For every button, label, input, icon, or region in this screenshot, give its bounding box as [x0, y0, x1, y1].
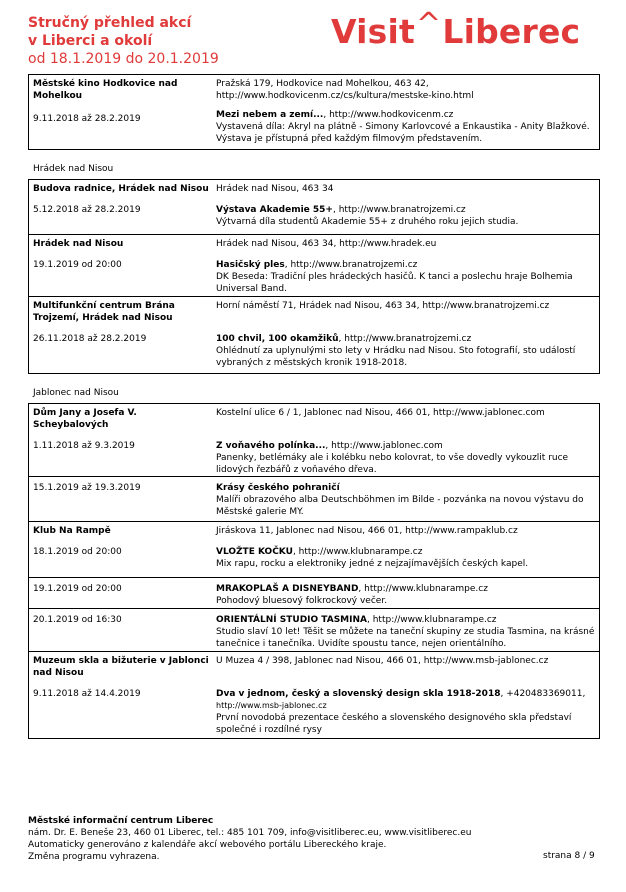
event-date: 9.11.2018 až 28.2.2019 — [33, 114, 141, 124]
event-url[interactable]: , http://www.hodkovicenm.cz — [323, 110, 454, 120]
footer — [28, 815, 471, 863]
event-title[interactable]: Z voňavého polínka... — [216, 441, 326, 451]
event-date: 1.11.2018 až 9.3.2019 — [33, 441, 135, 451]
table-row — [29, 609, 600, 652]
table-row — [29, 235, 600, 297]
footer-note-changes: Změna programu vyhrazena. — [28, 852, 160, 862]
event-title[interactable]: VLOŽTE KOČKU — [216, 547, 293, 557]
footer-note-generated: Automaticky generováno z kalendáře akcí webového portálu Libereckého kraje. — [28, 840, 387, 850]
venue-address: Kostelní ulice 6 / 1, Jablonec nad Nisou, 466 01, http://www.jablonec.com — [216, 408, 545, 418]
event-title[interactable]: Mezi nebem a zemí... — [216, 110, 324, 120]
event-description: Studio slaví 10 let! Těšit se můžete na taneční skupiny ze studia Tasmina, na krásné tanečnice i tanečníka. Uvidíte spoustu tance, nejen orientálního. — [216, 627, 595, 649]
venue-address: U Muzea 4 / 398, Jablonec nad Nisou, 466 01, http://www.msb-jablonec.cz — [216, 656, 549, 666]
event-description: DK Beseda: Tradiční ples hrádeckých hasičů. K tanci a poslechu hraje Bolhemia Universal Band. — [216, 272, 573, 294]
event-title[interactable]: MRAKOPLAŠ A DISNEYBAND — [216, 584, 359, 594]
event-description: Výtvarná díla studentů Akademie 55+ z druhého roku jejich studia. — [216, 217, 519, 227]
venue-url[interactable]: http://www.hodkovicenm.cz/cs/kultura/mestske-kino.html — [216, 91, 474, 101]
page-number: strana 8 / 9 — [543, 851, 595, 861]
title-line-1: Stručný přehled akcí — [28, 15, 192, 31]
event-description: Mix rapu, rocku a elektroniky jedné z nejzajímavějších českých kapel. — [216, 559, 529, 569]
venue-name: Hrádek nad Nisou — [33, 239, 124, 249]
venue-address: Hrádek nad Nisou, 463 34, http://www.hradek.eu — [216, 239, 437, 249]
event-date: 18.1.2019 od 20:00 — [33, 547, 122, 557]
events-table-hodkovice — [28, 74, 600, 150]
event-title[interactable]: Dva v jednom, český a slovenský design skla 1918-2018 — [216, 689, 501, 699]
event-url[interactable]: , http://www.branatrojzemi.cz — [338, 334, 472, 344]
table-row — [29, 522, 600, 578]
table-row — [29, 578, 600, 609]
event-title[interactable]: Hasičský ples — [216, 260, 285, 270]
table-row — [29, 652, 600, 739]
event-description: Ohlédnutí za uplynulými sto lety v Hrádku nad Nisou. Sto fotografií, sto událostí vybraných z městských kronik 1918-2018. — [216, 346, 576, 368]
footer-organization: Městské informační centrum Liberec — [28, 816, 214, 826]
event-url[interactable]: , http://www.branatrojzemi.cz — [284, 260, 418, 270]
event-title[interactable]: 100 chvil, 100 okamžiků — [216, 334, 339, 344]
venue-address: Hrádek nad Nisou, 463 34 — [216, 184, 334, 194]
event-url[interactable]: , http://www.klubnarampe.cz — [367, 615, 497, 625]
footer-contact: nám. Dr. E. Beneše 23, 460 01 Liberec, tel.: 485 101 709, info@visitliberec.eu, www.visitliberec.eu — [28, 828, 472, 838]
event-description: První novodobá prezentace českého a slovenského designového skla představí společné i rozdílné rysy — [216, 713, 572, 735]
events-table-hradek — [28, 179, 600, 374]
event-title[interactable]: ORIENTÁLNÍ STUDIO TASMINA — [216, 615, 367, 625]
venue-name: Muzeum skla a bižuterie v Jablonci nad Nisou — [33, 656, 209, 678]
event-date: 9.11.2018 až 14.4.2019 — [33, 689, 141, 699]
event-url[interactable]: http://www.msb-jablonec.cz — [216, 701, 327, 710]
venue-name: Multifunkční centrum Brána Trojzemí, Hrádek nad Nisou — [33, 301, 175, 323]
event-date: 26.11.2018 až 28.2.2019 — [33, 334, 147, 344]
event-url[interactable]: , http://www.klubnarampe.cz — [292, 547, 423, 557]
title-line-2: v Liberci a okolí — [28, 33, 153, 49]
event-title[interactable]: Krásy českého pohraničí — [216, 483, 340, 493]
visit-liberec-logo: Visit^Liberec — [331, 7, 581, 51]
venue-name: Klub Na Rampě — [33, 526, 111, 536]
table-row — [29, 477, 600, 522]
event-date: 19.1.2019 od 20:00 — [33, 260, 122, 270]
venue-name: Městské kino Hodkovice nad Mohelkou — [33, 79, 178, 101]
venue-address: Jiráskova 11, Jablonec nad Nisou, 466 01, http://www.rampaklub.cz — [216, 526, 518, 536]
venue-address: Pražská 179, Hodkovice nad Mohelkou, 463 42, — [216, 79, 429, 89]
event-description: Vystavená díla: Akryl na plátně - Simony Karlovcové a Enkaustika - Anity Blažkové. Výstava je přístupná před každým filmovým představením. — [216, 122, 590, 144]
event-url[interactable]: , http://www.branatrojzemi.cz — [332, 205, 466, 215]
event-url[interactable]: , http://www.klubnarampe.cz — [358, 584, 488, 594]
venue-name: Dům Jany a Josefa V. Scheybalových — [33, 408, 137, 430]
event-date: 20.1.2019 od 16:30 — [33, 615, 122, 625]
table-row — [29, 180, 600, 235]
region-heading-hradek: Hrádek nad Nisou — [33, 164, 114, 174]
event-title[interactable]: Výstava Akademie 55+ — [216, 205, 333, 215]
events-table-jablonec — [28, 403, 600, 739]
event-date: 15.1.2019 až 19.3.2019 — [33, 483, 141, 493]
table-row — [29, 404, 600, 477]
event-description: Malíři obrazového alba Deutschböhmen im Bilde - pozvánka na novou výstavu do Městské galerie MY. — [216, 495, 584, 517]
table-row — [29, 297, 600, 374]
venue-name: Budova radnice, Hrádek nad Nisou — [33, 184, 209, 194]
event-description: Panenky, betlémáky ale i kolébku nebo kolovrat, to vše dovedly vykouzlit ruce lidových řezbářů z voňavého dřeva. — [216, 453, 569, 475]
event-description: Pohodový bluesový folkrockový večer. — [216, 596, 388, 606]
event-date: 19.1.2019 od 20:00 — [33, 584, 122, 594]
event-url[interactable]: , http://www.jablonec.com — [325, 441, 443, 451]
title-date-range: od 18.1.2019 do 20.1.2019 — [28, 51, 219, 67]
region-heading-jablonec: Jablonec nad Nisou — [33, 388, 119, 398]
page-title — [28, 14, 219, 68]
event-phone[interactable]: , +420483369011, — [500, 689, 586, 699]
table-row — [29, 75, 600, 150]
event-date: 5.12.2018 až 28.2.2019 — [33, 205, 141, 215]
venue-address: Horní náměstí 71, Hrádek nad Nisou, 463 34, http://www.branatrojzemi.cz — [216, 301, 550, 311]
